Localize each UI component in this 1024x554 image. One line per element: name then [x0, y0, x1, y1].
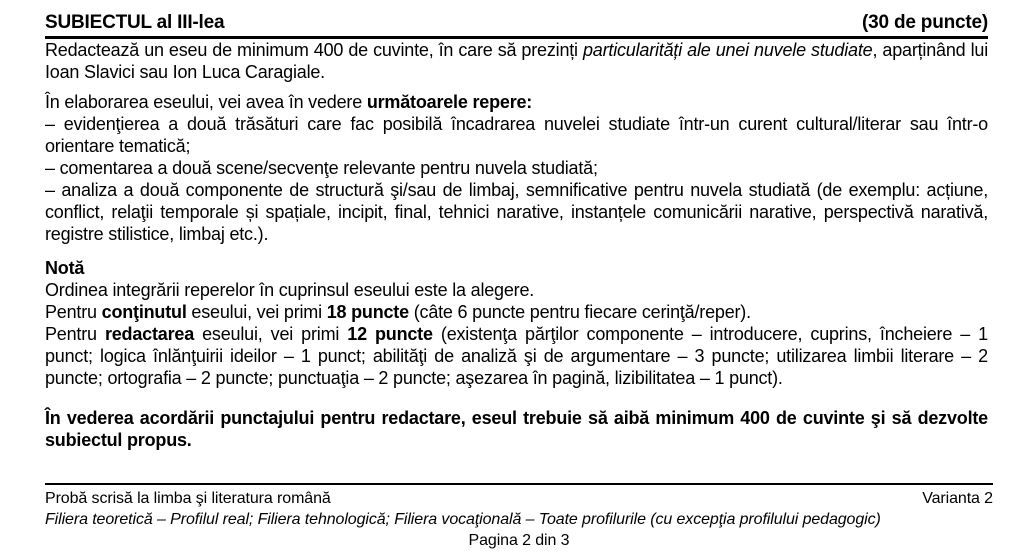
footer-filiera: Filiera teoretică – Profilul real; Filiera tehnologică; Filiera vocaţională – Toate profilurile (cu excepţia profilului pedagogic) — [45, 511, 881, 528]
subject-points: (30 de puncte) — [862, 12, 988, 33]
nota-redactare-bold-1: redactarea — [104, 324, 195, 344]
nota-title: Notă — [45, 258, 85, 278]
task-statement-text: Redactează un eseu de minimum 400 de cuvinte, în care să prezinți — [45, 40, 583, 60]
nota-continut-text-2: eseului, vei primi — [186, 302, 327, 322]
nota-continut-bold-1: conţinutul — [101, 302, 187, 322]
repere-item-1: – evidenţierea a două trăsături care fac posibilă încadrarea nuvelei studiate într-un curent cultural/literar sau într-o orientare tematică; — [45, 114, 988, 156]
footer-exam-name: Probă scrisă la limba şi literatura română — [45, 490, 331, 507]
nota-continut-bold-2: 18 puncte — [326, 302, 409, 322]
task-statement — [45, 39, 988, 83]
subject-title: SUBIECTUL al III-lea — [45, 12, 225, 33]
repere-lead-text: În elaborarea eseului, vei avea în vedere — [45, 92, 367, 112]
nota-continut — [45, 301, 988, 323]
page-footer — [45, 483, 993, 551]
nota-redactare-text-3: (existenţa părţilor componente – introducere, cuprins, încheiere – 1 punct; logica înlănţuirii ideilor – 1 punct; abilităţi de analiză şi de argumentare – 3 puncte; utilizarea limbii literare – 2 puncte; ortografia – 2 puncte; punctuaţia – 2 puncte; aşezarea în pagină, lizibilitatea – 1 punct). — [45, 324, 988, 388]
task-statement-authors: , aparținând lui Ioan Slavici sau Ion Luca Caragiale. — [45, 40, 988, 82]
nota-redactare-text-2: eseului, vei primi — [194, 324, 348, 344]
repere-item-2: – comentarea a două scene/secvenţe relevante pentru nuvela studiată; — [45, 158, 598, 178]
nota-ordinea: Ordinea integrării reperelor în cuprinsul eseului este la alegere. — [45, 280, 535, 300]
nota-redactare — [45, 323, 988, 389]
nota-redactare-text-1: Pentru — [45, 324, 105, 344]
nota-continut-text-1: Pentru — [45, 302, 102, 322]
footer-page-number: Pagina 2 din 3 — [468, 532, 570, 549]
task-statement-topic: particularități ale unei nuvele studiate — [582, 40, 873, 60]
repere-item-3: – analiza a două componente de structură şi/sau de limbaj, semnificative pentru nuvela studiată (de exemplu: acțiune, conflict, relaţii temporale și spațiale, incipit, final, tehnici narative, instanțele comunicării narative, perspectivă narativă, registre stilistice, limbaj etc.). — [45, 180, 988, 244]
nota-continut-text-3: (câte 6 puncte pentru fiecare cerinţă/reper). — [408, 302, 751, 322]
footer-variant: Varianta 2 — [922, 490, 993, 507]
repere-lead-bold: următoarele repere: — [366, 92, 533, 112]
nota-redactare-bold-2: 12 puncte — [347, 324, 433, 344]
subject-header — [45, 12, 988, 39]
repere-lead — [45, 91, 988, 113]
final-note: În vederea acordării punctajului pentru redactare, eseul trebuie să aibă minimum 400 de cuvinte şi să dezvolte subiectul propus. — [45, 408, 988, 450]
footer-row — [45, 488, 993, 509]
